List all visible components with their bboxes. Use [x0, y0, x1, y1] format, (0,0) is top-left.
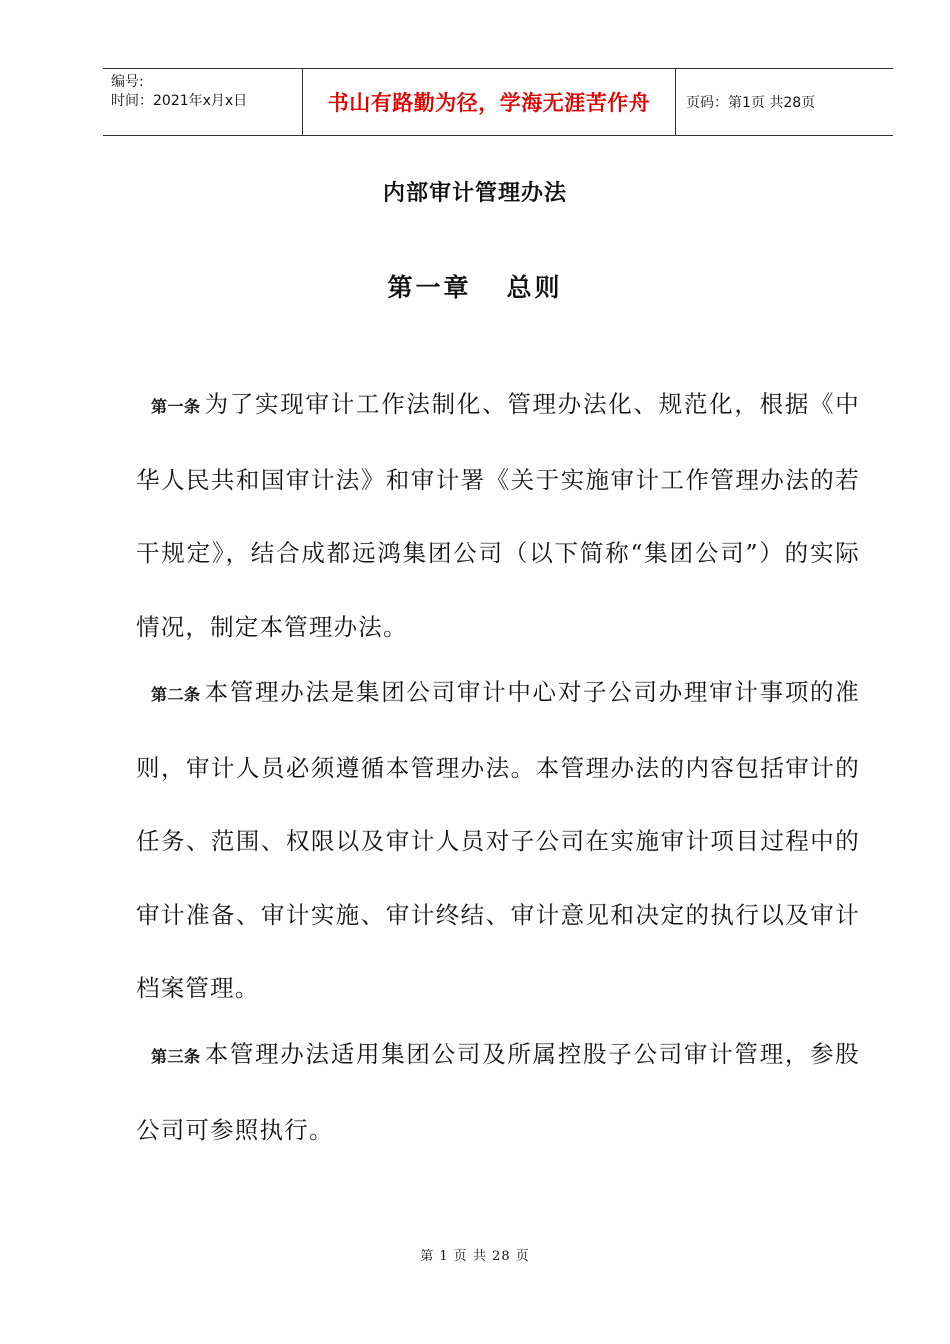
article-label: 第二条 — [151, 685, 201, 704]
header-page-info: 页码：第1页 共28页 — [686, 95, 816, 111]
chapter-heading: 第一章 总则 — [387, 273, 563, 302]
document-number-label: 编号: — [111, 74, 144, 90]
article-text: 本管理办法适用集团公司及所属控股子公司审计管理，参股公司可参照执行。 — [136, 1040, 860, 1144]
article-label: 第一条 — [151, 397, 201, 416]
article-text: 为了实现审计工作法制化、管理办法化、规范化，根据《中华人民共和国审计法》和审计署《关于实施审计工作管理办法的若干规定》，结合成都远鸿集团公司（以下简称“集团公司”）的实际情况，制定本管理办法。 — [136, 390, 860, 641]
header-meta — [103, 69, 303, 135]
page-header — [103, 68, 893, 136]
document-time-label: 时间：2021年x月x日 — [111, 93, 248, 109]
article-label: 第三条 — [151, 1047, 201, 1066]
header-motto: 书山有路勤为径，学海无涯苦作舟 — [303, 69, 676, 135]
document-title: 内部审计管理办法 — [382, 181, 567, 206]
article-paragraph — [136, 1018, 860, 1167]
page-footer: 第 1 页 共 28 页 — [420, 1249, 530, 1264]
article-paragraph — [136, 656, 860, 1026]
article-text: 本管理办法是集团公司审计中心对子公司办理审计事项的准则，审计人员必须遵循本管理办法。本管理办法的内容包括审计的任务、范围、权限以及审计人员对子公司在实施审计项目过程中的审计准备、审计实施、审计终结、审计意见和决定的执行以及审计档案管理。 — [136, 678, 860, 1002]
article-paragraph — [136, 368, 860, 664]
